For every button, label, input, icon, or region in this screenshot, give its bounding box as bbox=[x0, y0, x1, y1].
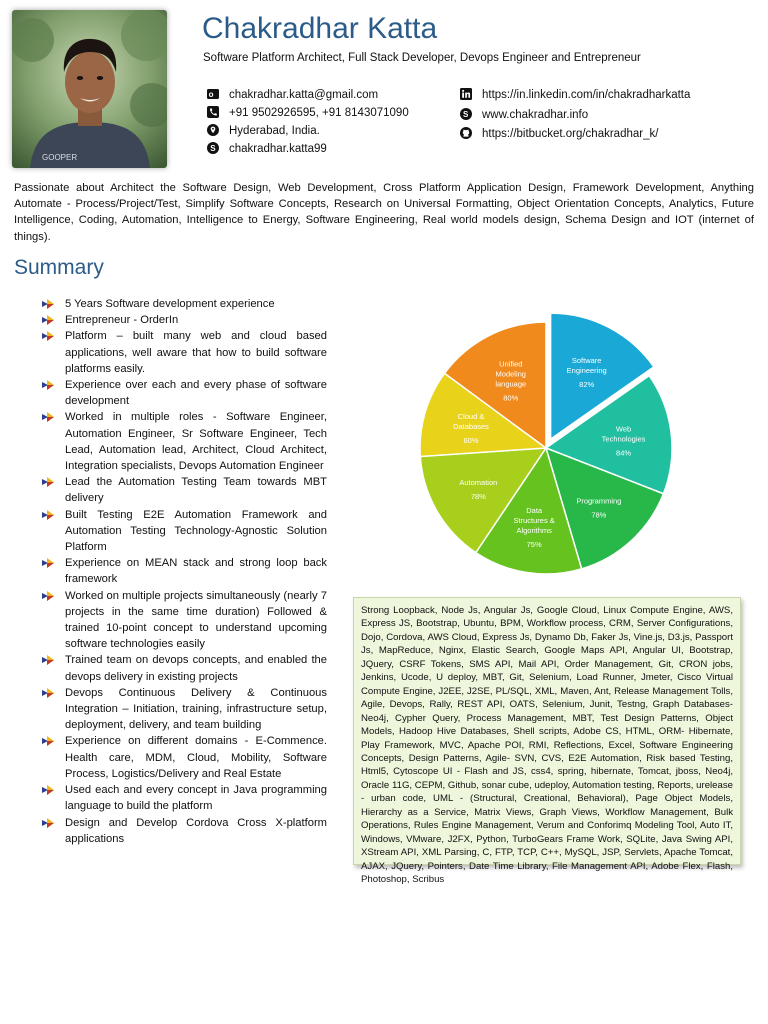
pie-slice-value: 78% bbox=[470, 492, 486, 502]
contact-website-text: www.chakradhar.info bbox=[482, 109, 589, 121]
pie-slice-label: Programming bbox=[576, 496, 622, 506]
pie-slice-label: Data Structures & Algorithms bbox=[513, 506, 555, 536]
pie-slice-value: 80% bbox=[503, 393, 519, 403]
summary-list bbox=[40, 296, 327, 847]
contact-github-text: https://bitbucket.org/chakradhar_k/ bbox=[482, 128, 659, 140]
pie-slice-value: 82% bbox=[579, 379, 595, 389]
summary-item bbox=[40, 474, 327, 506]
phone-icon bbox=[207, 106, 219, 118]
profile-photo-illustration bbox=[12, 10, 167, 168]
pie-slice-label: Web Technologies bbox=[601, 424, 646, 444]
summary-item-text: Devops Continuous Delivery & Continuous Integration – Initiation, training, infrastructure setup, deployment, delivery, and team building bbox=[65, 686, 327, 732]
svg-text:S: S bbox=[210, 144, 216, 153]
about-paragraph: Passionate about Architect the Software Design, Web Development, Cross Platform Application Design, Framework Development, Anything Automate - Process/Project/Test, Simplify Software Concepts, Research on Universal Formatting, Object Orientation Concepts, Analytics, Future Intelligence, Coding, Automation, Intelligence to Energy, Software Engineering, Real world models design, Schema Design and IOT (internet of things). bbox=[14, 182, 754, 243]
summary-item-text: Trained team on devops concepts, and enabled the devops delivery in existing projects bbox=[65, 654, 327, 683]
pie-slice-value: 75% bbox=[526, 540, 542, 550]
contact-linkedin-text: https://in.linkedin.com/in/chakradharkatta bbox=[482, 89, 691, 101]
summary-item-text: Worked in multiple roles - Software Engineer, Automation Engineer, Sr Software Engineer, Tech Lead, Automation lead, Architect, Cloud Architect, Integration specialists, Devops Automation Engineer bbox=[65, 411, 327, 473]
contact-skype[interactable] bbox=[207, 142, 327, 155]
candidate-subtitle: Software Platform Architect, Full Stack Developer, Devops Engineer and Entrepreneur bbox=[203, 52, 641, 64]
summary-heading: Summary bbox=[14, 256, 104, 279]
contact-location bbox=[207, 124, 320, 137]
summary-item bbox=[40, 555, 327, 587]
arrow-bullet-icon bbox=[42, 818, 54, 828]
summary-item bbox=[40, 377, 327, 409]
summary-item bbox=[40, 328, 327, 377]
pie-slice-label: Automation bbox=[459, 478, 498, 488]
svg-text:o: o bbox=[208, 90, 214, 100]
pie-slice-value: 78% bbox=[591, 510, 607, 520]
arrow-bullet-icon bbox=[42, 315, 54, 325]
contact-phone[interactable] bbox=[207, 106, 409, 119]
summary-item-text: Used each and every concept in Java programming language to build the platform bbox=[65, 784, 327, 813]
pie-slice-label: Cloud & Databases bbox=[453, 412, 489, 432]
arrow-bullet-icon bbox=[42, 655, 54, 665]
pie-slice-value: 84% bbox=[616, 448, 632, 458]
outlook-icon bbox=[207, 88, 219, 100]
summary-item-text: Entrepreneur - OrderIn bbox=[65, 314, 179, 327]
globe-icon bbox=[460, 108, 472, 120]
arrow-bullet-icon bbox=[42, 736, 54, 746]
summary-item bbox=[40, 588, 327, 653]
contact-skype-text: chakradhar.katta99 bbox=[229, 143, 327, 155]
contact-website[interactable] bbox=[460, 108, 588, 121]
summary-item bbox=[40, 409, 327, 474]
summary-item bbox=[40, 815, 327, 847]
contact-linkedin[interactable] bbox=[460, 88, 690, 101]
svg-text:S: S bbox=[463, 110, 469, 119]
skills-box: Strong Loopback, Node Js, Angular Js, Google Cloud, Linux Compute Engine, AWS, Express JS, Bootstrap, Ubuntu, BPM, Workflow process, CRM, Server Configurations, Dojo, Cordova, AWS Cloud, Express Js, Dynamo Db, Faker Js, Vine.js, D3.js, Passport Js, MapReduce, Nginx, Elastic Search, Google Maps API, Angular UI, Bootstrap, JQuery, CSRF Tokens, SMS API, Mail API, Order Management, Git, CRON jobs, Jenkins, Ucode, U deploy, MBT, Git, Selenium, Load Runner, Jmeter, Cisco Virtual Compute Engine, J2EE, J2SE, PL/SQL, XML, Maven, Ant, Release Management Tolls, Agile, Devops, Rally, REST API, OATS, Selenium, Junit, Testng, Graph Databases-Neo4j, Cypher Query, Process Management, MBT, Test Design Patterns, Object Models, Hadoop Hive Databases, Shell scripts, Adobe CS, HTML, ORM- Hibernate, Play Framework, MVC, Apache POI, RMI, Reflections, Excel, Software Engineering Concepts, Design Patterns, Agile- SVN, CVS, E2E Automation, Risk based Testing, Html5, Cytoscope UI - Flash and JS, css4, spring, hibernate, Tomcat, jboss, Neo4j, Oracle 11G, CEPM, Github, sonar cube, udeploy, Automation testing, Reports, urelease - urban code, UML - (Structural, Creational, Behavioral), Page Object Models, Hierarchy as a Service, Matrix Views, Graph Views, Workflow Management, Bulk Operations, Rules Engine Management, Verum and Conforimq Modeling Tool, Auto IT, Windows, VMware, J2FX, Python, TurboGears Frame Work, SQLite, Java Swing API, XStream API, XML Parsing, C, FTP, TCP, C++, MySQL, JSP, Servlets, Apache Tomcat, AJAX, JQuery, Pointers, Date Time Library, File Management API, Adobe Flex, Flash, Photoshop, Scribus bbox=[353, 597, 741, 865]
arrow-bullet-icon bbox=[42, 688, 54, 698]
summary-item-text: 5 Years Software development experience bbox=[65, 298, 275, 310]
location-pin-icon bbox=[207, 124, 219, 136]
summary-item-text: Lead the Automation Testing Team towards MBT delivery bbox=[65, 476, 327, 505]
arrow-bullet-icon bbox=[42, 412, 54, 422]
summary-item bbox=[40, 312, 327, 328]
candidate-name: Chakradhar Katta bbox=[202, 12, 438, 45]
pie-slice-label: Software Engineering bbox=[566, 355, 607, 375]
summary-item bbox=[40, 733, 327, 782]
arrow-bullet-icon bbox=[42, 331, 54, 341]
summary-item-text: Experience over each and every phase of software development bbox=[65, 379, 327, 408]
pie-slice-label: Unified Modeling language bbox=[495, 359, 527, 389]
arrow-bullet-icon bbox=[42, 299, 54, 309]
arrow-bullet-icon bbox=[42, 558, 54, 568]
summary-item-text: Experience on different domains - E-Commence. Health care, MDM, Cloud, Mobility, Software Process, Logistics/Delivery and Real Estate bbox=[65, 735, 327, 780]
github-icon bbox=[460, 127, 472, 139]
skills-pie-chart bbox=[400, 290, 700, 590]
arrow-bullet-icon bbox=[42, 785, 54, 795]
pie-chart-svg bbox=[400, 290, 700, 590]
contact-email-text: chakradhar.katta@gmail.com bbox=[229, 89, 379, 101]
summary-item-text: Experience on MEAN stack and strong loop back framework bbox=[65, 557, 327, 586]
contact-location-text: Hyderabad, India. bbox=[229, 125, 320, 137]
skype-icon bbox=[207, 142, 219, 154]
summary-item bbox=[40, 782, 327, 814]
summary-item-text: Design and Develop Cordova Cross X-platform applications bbox=[65, 816, 327, 845]
summary-item-text: Platform – built many web and cloud based applications, well aware that how to build software platforms easily. bbox=[65, 330, 327, 375]
arrow-bullet-icon bbox=[42, 510, 54, 520]
svg-text:GOOPER: GOOPER bbox=[42, 153, 78, 162]
contact-phone-text: +91 9502926595, +91 8143071090 bbox=[229, 107, 409, 119]
summary-item bbox=[40, 652, 327, 684]
arrow-bullet-icon bbox=[42, 477, 54, 487]
pie-slice-value: 60% bbox=[463, 436, 479, 446]
linkedin-icon bbox=[460, 88, 472, 100]
arrow-bullet-icon bbox=[42, 380, 54, 390]
summary-item bbox=[40, 685, 327, 734]
summary-item-text: Built Testing E2E Automation Framework and Automation Testing Technology-Agnostic Solution Platform bbox=[65, 508, 327, 554]
contact-email[interactable] bbox=[207, 88, 378, 101]
summary-item-text: Worked on multiple projects simultaneously (nearly 7 projects in the same time duration) Followed & trained 10-point concept to understand upcoming software technologies easily bbox=[65, 589, 327, 651]
summary-item bbox=[40, 507, 327, 556]
contact-github[interactable] bbox=[460, 127, 658, 140]
profile-photo bbox=[12, 10, 167, 168]
summary-item bbox=[40, 296, 327, 312]
arrow-bullet-icon bbox=[42, 591, 54, 601]
